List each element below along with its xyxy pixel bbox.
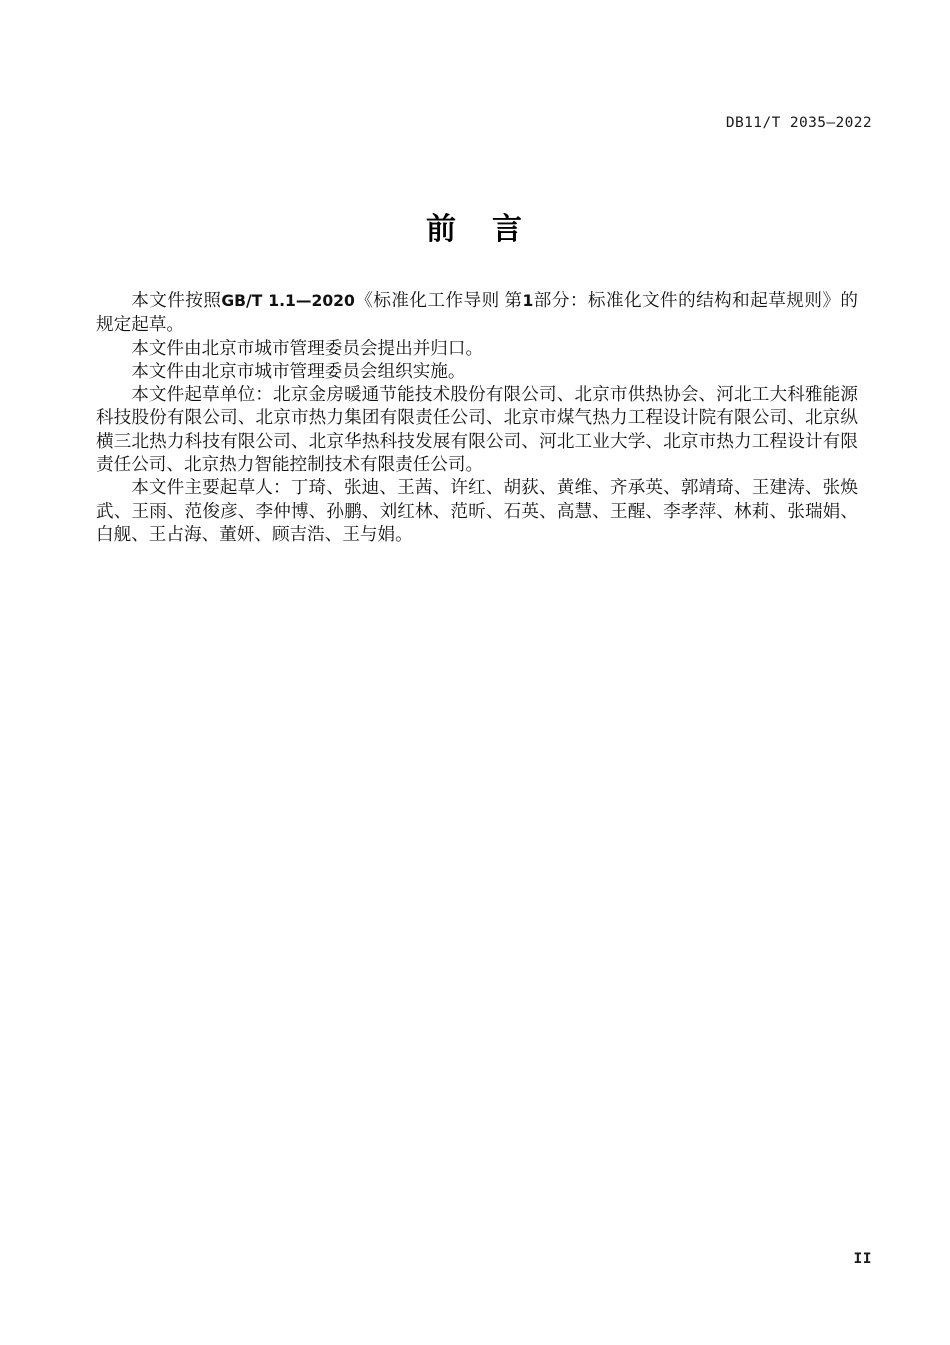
page-footer bbox=[78, 1251, 872, 1267]
page-title bbox=[0, 204, 950, 248]
text-run-latin-gbt: GB/T 1.1 bbox=[221, 292, 296, 310]
standard-number: DB11/T 2035—2022 bbox=[725, 115, 872, 131]
running-header bbox=[78, 112, 872, 134]
page-number: II bbox=[853, 1251, 872, 1267]
text-run-cn-2: 《标准化工作导则 第 bbox=[354, 290, 523, 310]
paragraph-main-drafters: 本文件主要起草人：丁琦、张迪、王茜、许红、胡荻、黄维、齐承英、郭靖琦、王建涛、张焕武、王雨、范俊彦、李仲博、孙鹏、刘红林、范昕、石英、高慧、王醒、李孝萍、林莉、张瑞娟、白舰、王占海、董妍、顾吉浩、王与娟。 bbox=[96, 477, 858, 544]
paragraph-drafting-rules bbox=[96, 289, 858, 337]
paragraph-implementing-body: 本文件由北京市城市管理委员会组织实施。 bbox=[131, 360, 466, 381]
paragraph-proposing-body: 本文件由北京市城市管理委员会提出并归口。 bbox=[131, 337, 484, 358]
foreword-body bbox=[96, 289, 858, 546]
paragraph-drafting-units: 本文件起草单位：北京金房暖通节能技术股份有限公司、北京市供热协会、河北工大科雅能源科技股份有限公司、北京市热力集团有限责任公司、北京市煤气热力工程设计院有限公司、北京纵横三北热力科技有限公司、北京华热科技发展有限公司、河北工业大学、北京市热力工程设计有限责任公司、北京热力智能控制技术有限责任公司。 bbox=[96, 384, 858, 475]
page-title-char-1: 前 bbox=[426, 212, 458, 247]
page-title-char-2: 言 bbox=[492, 212, 524, 247]
text-run-cn-3: 部分：标准化文件的结构和起草规则》的规定起草。 bbox=[96, 290, 858, 335]
text-run-latin-year: 2020 bbox=[311, 292, 355, 310]
text-run-latin-part: 1 bbox=[522, 292, 534, 310]
text-run-dash: — bbox=[295, 292, 312, 310]
text-run-cn: 本文件按照 bbox=[131, 290, 222, 310]
